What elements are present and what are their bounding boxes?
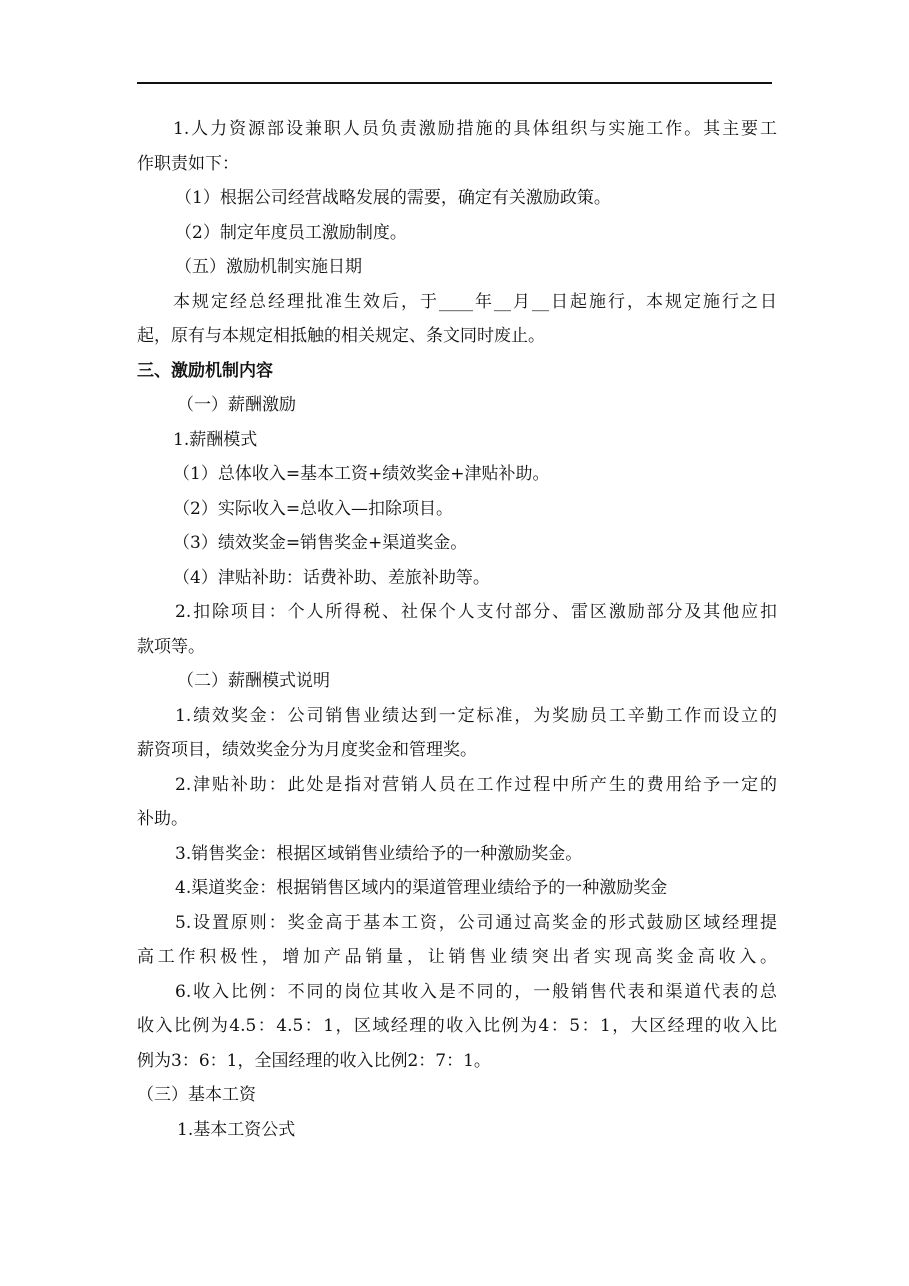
- paragraph-line: 起，原有与本规定相抵触的相关规定、条文同时废止。: [137, 326, 545, 346]
- paragraph-line: 2.扣除项目：个人所得税、社保个人支付部分、雷区激励部分及其他应扣: [175, 602, 777, 622]
- paragraph-line: 收入比例为4.5：4.5：1，区域经理的收入比例为4：5：1，大区经理的收入比: [137, 1016, 777, 1036]
- subsection-title: （五）激励机制实施日期: [175, 257, 362, 277]
- list-item: （3）绩效奖金=销售奖金+渠道奖金。: [173, 533, 468, 553]
- paragraph-line: 补助。: [137, 809, 188, 829]
- header-rule: [137, 82, 772, 84]
- document-body: [137, 112, 777, 1147]
- paragraph-line: 5.设置原则：奖金高于基本工资，公司通过高奖金的形式鼓励区域经理提: [175, 912, 777, 933]
- paragraph-line: 3.销售奖金：根据区域销售业绩给予的一种激励奖金。: [175, 843, 583, 864]
- list-item: 1.薪酬模式: [173, 429, 258, 450]
- paragraph-line: 1.人力资源部设兼职人员负责激励措施的具体组织与实施工作。其主要工: [173, 119, 777, 139]
- paragraph-line: 作职责如下：: [137, 153, 239, 174]
- list-item: （4）津贴补助：话费补助、差旅补助等。: [173, 567, 490, 588]
- paragraph-line: 款项等。: [137, 636, 205, 657]
- list-item: （2）实际收入=总收入—扣除项目。: [173, 498, 454, 519]
- paragraph-line: 1.绩效奖金：公司销售业绩达到一定标准，为奖励员工辛勤工作而设立的: [175, 705, 777, 726]
- paragraph-line: 2.津贴补助：此处是指对营销人员在工作过程中所产生的费用给予一定的: [175, 774, 777, 795]
- paragraph-line: 例为3：6：1，全国经理的收入比例2：7：1。: [137, 1050, 491, 1071]
- list-item: 1.基本工资公式: [177, 1119, 296, 1140]
- paragraph-line: 薪资项目，绩效奖金分为月度奖金和管理奖。: [137, 740, 477, 760]
- list-item: （2）制定年度员工激励制度。: [175, 222, 407, 243]
- paragraph-line: 高工作积极性，增加产品销量，让销售业绩突出者实现高奖金高收入。: [137, 947, 777, 967]
- subsection-title: （三）基本工资: [137, 1085, 256, 1105]
- subsection-title: （二）薪酬模式说明: [177, 671, 330, 691]
- section-heading: 三、激励机制内容: [137, 360, 273, 381]
- list-item: （1）根据公司经营战略发展的需要，确定有关激励政策。: [175, 188, 611, 208]
- paragraph-line: 本规定经总经理批准生效后，于____年__月__日起施行，本规定施行之日: [173, 291, 777, 312]
- subsection-title: （一）薪酬激励: [177, 395, 296, 415]
- paragraph-line: 4.渠道奖金：根据销售区域内的渠道管理业绩给予的一种激励奖金: [175, 878, 668, 898]
- paragraph-line: 6.收入比例：不同的岗位其收入是不同的，一般销售代表和渠道代表的总: [175, 981, 777, 1002]
- list-item: （1）总体收入=基本工资+绩效奖金+津贴补助。: [173, 464, 550, 484]
